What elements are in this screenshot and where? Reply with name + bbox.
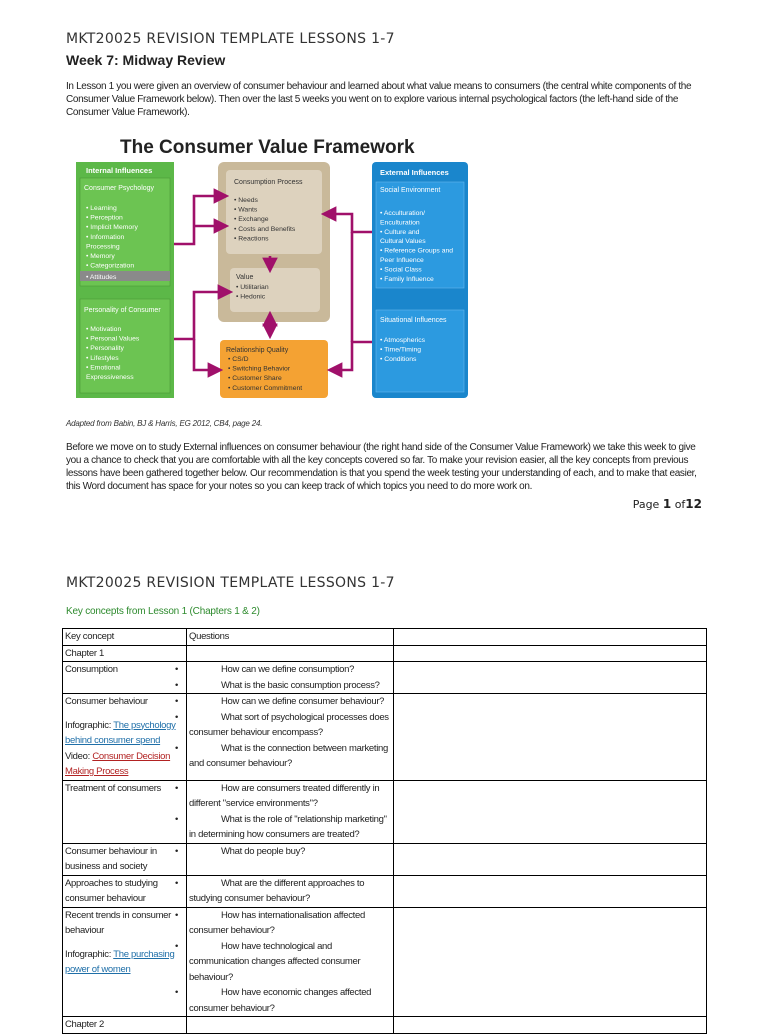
notes-cell[interactable]	[394, 1017, 707, 1034]
personality-label: Personality of Consumer	[84, 307, 161, 314]
question: What is the basic consumption process?	[221, 679, 380, 691]
notes-cell[interactable]	[394, 662, 707, 694]
framework-item: • Customer Share	[228, 375, 282, 383]
question: What do people buy?	[221, 845, 306, 857]
infographic-label: Infographic:	[65, 719, 114, 731]
chapter-label: Chapter 2	[63, 1017, 187, 1034]
framework-item: Expressiveness	[86, 374, 134, 381]
question: What sort of psychological processes does consumer behaviour encompass?	[189, 711, 389, 738]
concept-cell: Treatment of consumers	[63, 780, 187, 843]
framework-item: • Implicit Memory	[86, 224, 138, 232]
framework-item: • Utilitarian	[236, 284, 269, 291]
question: How has internationalisation affected consumer behaviour?	[189, 909, 365, 936]
concept-cell: Consumption	[63, 662, 187, 694]
framework-item: • Categorization	[86, 262, 135, 270]
question: How can we define consumption?	[221, 664, 355, 675]
question: What is the connection between marketing and consumer behaviour?	[189, 742, 389, 769]
key-concepts-heading: Key concepts from Lesson 1 (Chapters 1 & 2)	[66, 606, 260, 617]
relationship-quality-label: Relationship Quality	[226, 347, 289, 354]
notes-cell[interactable]	[394, 780, 707, 843]
framework-item: • Lifestyles	[86, 354, 119, 362]
video-label: Video:	[65, 750, 93, 762]
table-row: Approaches to studying consumer behaviour • What are the different approaches to studying consumer behaviour?	[63, 875, 707, 907]
question: What are the different approaches to studying consumer behaviour?	[189, 877, 365, 904]
page2-header: MKT20025 REVISION TEMPLATE LESSONS 1-7	[66, 575, 395, 591]
figure-title: The Consumer Value Framework	[120, 137, 415, 158]
page-current: 1	[662, 497, 672, 511]
table-row: Treatment of consumers • How are consumers treated differently in different "service environments"? • What is the role of "relationship marketing" in determining how consumers are treated?	[63, 780, 707, 843]
table-row: Recent trends in consumer behaviour Infographic: The purchasing power of women • How has internationalisation affected consumer behaviour? • How have technological and communication changes affected consumer behaviour? • How have economic changes affected consumer behaviour?	[63, 907, 707, 1017]
intro-paragraph: In Lesson 1 you were given an overview of consumer behaviour and learned about what value means to consumers (the central white components of the Consumer Value Framework below). Then over the last 5 weeks you went on to explore various internal psychological factors (the left-hand side of the Consumer Value Framework).	[66, 81, 692, 118]
framework-item: • Emotional	[86, 364, 121, 372]
page-total: 12	[685, 497, 702, 511]
concept-cell: Approaches to studying consumer behaviour	[63, 875, 187, 907]
social-environment-label: Social Environment	[380, 187, 441, 194]
framework-item: • Personal Values	[86, 335, 140, 343]
notes-cell[interactable]	[394, 694, 707, 781]
framework-item: • Reference Groups and	[380, 247, 454, 255]
body-paragraph: Before we move on to study External influences on consumer behaviour (the right hand side of the Consumer Value Framework) we take this week to give you a chance to check that you are comfortable with all the key concepts covered so far. To make your revision easier, all the key concepts from previous lessons have been gathered together below. Our recommendation is that you spend the week testing your understanding of each, and to make that easier, this Word document has space for your notes so you can keep track of which topics you need to do more work on.	[66, 442, 697, 492]
notes-cell[interactable]	[394, 843, 707, 875]
external-influences-title: External Influences	[380, 168, 449, 177]
internal-influences-title: Internal Influences	[86, 166, 153, 175]
concept-cell: Recent trends in consumer behaviour	[65, 909, 172, 936]
question: How can we define consumer behaviour?	[221, 696, 385, 707]
framework-item: • Reactions	[234, 235, 269, 243]
page-label: Page	[632, 498, 660, 511]
concept-cell: Consumer behaviour	[65, 696, 148, 707]
framework-item: • Exchange	[234, 216, 269, 224]
framework-item: • Hedonic	[236, 293, 266, 301]
question: What is the role of "relationship marketing" in determining how consumers are treated?	[189, 813, 387, 840]
framework-item: • Acculturation/	[380, 210, 426, 217]
notes-cell[interactable]	[394, 907, 707, 1017]
framework-item: • Information	[86, 233, 125, 241]
page-number	[633, 497, 702, 511]
value-label: Value	[236, 274, 254, 281]
revision-table	[62, 628, 707, 1034]
video-link[interactable]: Consumer Decision Making Process	[65, 750, 171, 777]
page-of: of	[674, 498, 686, 511]
framework-item: • Culture and	[380, 228, 420, 236]
consumption-process-label: Consumption Process	[234, 179, 303, 186]
table-row: Consumption • How can we define consumption? • What is the basic consumption process?	[63, 662, 707, 694]
week-title: Week 7: Midway Review	[66, 52, 226, 68]
consumer-psychology-label: Consumer Psychology	[84, 185, 155, 192]
attitudes-item: • Attitudes	[86, 274, 117, 281]
framework-item: • Needs	[234, 197, 258, 204]
question: How have technological and communication changes affected consumer behaviour?	[189, 940, 361, 983]
table-row	[63, 645, 707, 662]
consumer-value-framework-figure	[74, 134, 474, 402]
framework-item: • Learning	[86, 205, 117, 212]
framework-item: Peer Influence	[380, 257, 424, 264]
framework-item: • Wants	[234, 206, 258, 214]
framework-item: • Switching Behavior	[228, 365, 291, 373]
framework-item: • Atmospherics	[380, 337, 426, 344]
framework-item: • Time/Timing	[380, 346, 422, 354]
infographic-link[interactable]: The purchasing power of women	[65, 948, 175, 975]
framework-item: • Customer Commitment	[228, 384, 303, 392]
framework-item: • Family Influence	[380, 275, 434, 283]
infographic-label: Infographic:	[65, 948, 114, 960]
notes-cell[interactable]	[394, 629, 707, 646]
framework-item: • Personality	[86, 345, 124, 353]
framework-item: • Motivation	[86, 326, 122, 333]
framework-item: • CS/D	[228, 356, 249, 363]
concept-cell: Consumer behaviour in business and society	[63, 843, 187, 875]
situational-label: Situational Influences	[380, 317, 447, 324]
table-header-row	[63, 629, 707, 646]
framework-item: Processing	[86, 243, 120, 251]
framework-item: • Perception	[86, 214, 123, 222]
consumer-psychology-box	[80, 178, 170, 286]
table-row: Consumer behaviour in business and society • What do people buy?	[63, 843, 707, 875]
table-row: Consumer behaviour Infographic: The psychology behind consumer spend Video: Consumer Decision Making Process • How can we define consumer behaviour? • What sort of psychological processes does consumer behaviour encompass? • What is the connection between marketing and consumer behaviour?	[63, 694, 707, 781]
framework-item: • Costs and Benefits	[234, 225, 296, 233]
question: How have economic changes affected consumer behaviour?	[189, 987, 372, 1014]
framework-item: Enculturation	[380, 219, 420, 227]
framework-item: • Memory	[86, 253, 115, 260]
notes-cell[interactable]	[394, 875, 707, 907]
table-row	[63, 1017, 707, 1034]
page-header: MKT20025 REVISION TEMPLATE LESSONS 1-7	[66, 31, 395, 47]
figure-caption: Adapted from Babin, BJ & Harris, EG 2012, CB4, page 24.	[66, 419, 263, 428]
framework-item: • Social Class	[380, 266, 422, 274]
col-key-concept: Key concept	[63, 629, 187, 646]
col-questions: Questions	[187, 629, 394, 646]
notes-cell[interactable]	[394, 645, 707, 662]
question: How are consumers treated differently in different "service environments"?	[189, 782, 380, 809]
infographic-link[interactable]: The psychology behind consumer spend	[65, 719, 176, 746]
chapter-label: Chapter 1	[63, 645, 187, 662]
framework-item: Cultural Values	[380, 238, 426, 246]
framework-item: • Conditions	[380, 356, 417, 364]
